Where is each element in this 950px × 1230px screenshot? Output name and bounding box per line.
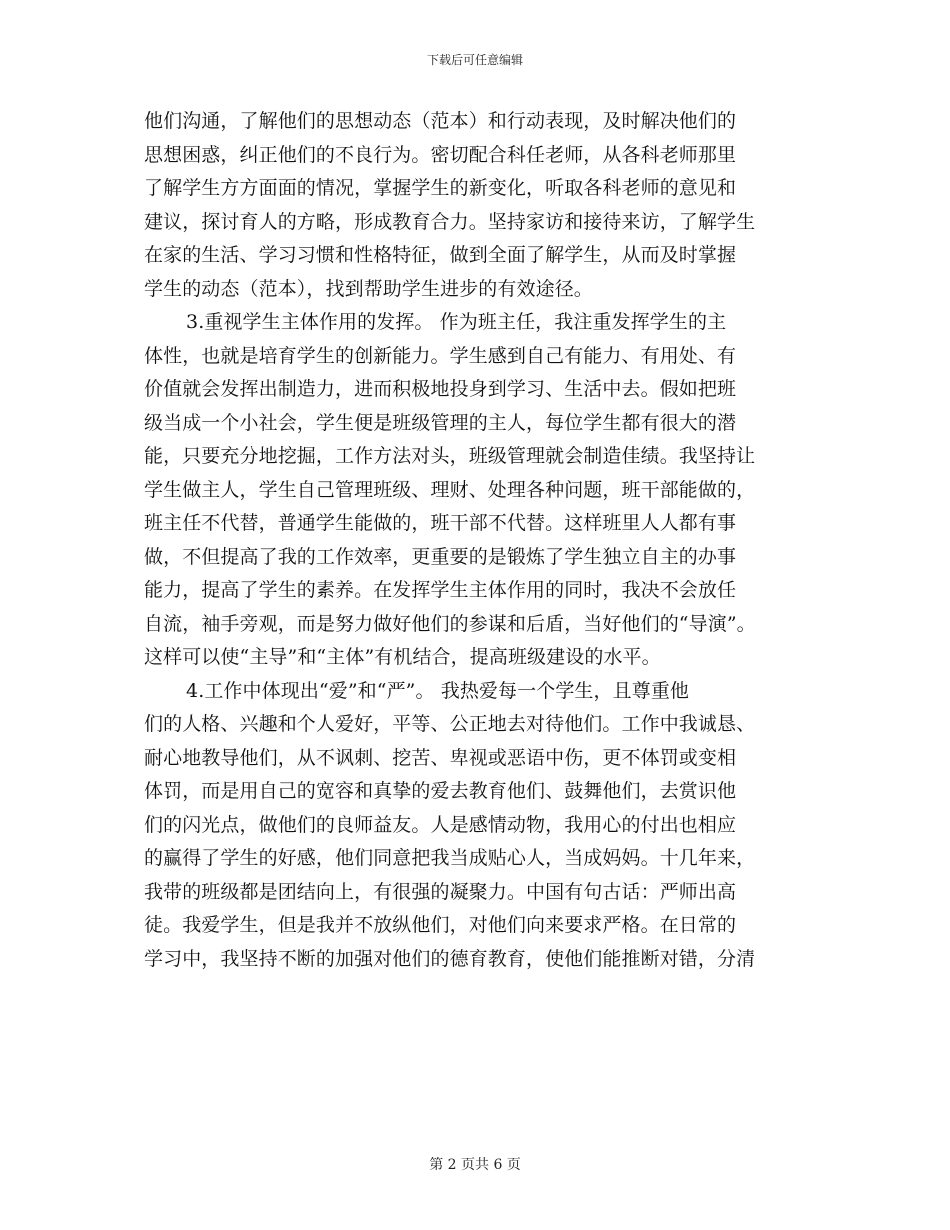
text-line: 价值就会发挥出制造力，进而积极地投身到学习、生活中去。假如把班 [144, 378, 737, 400]
text-line: 了解学生方方面面的情况，掌握学生的新变化，听取各科老师的意见和 [144, 177, 737, 199]
paragraph-heading-3: 3.重视学生主体作用的发挥。 作为班主任，我注重发挥学生的主 [186, 311, 727, 333]
text-line: 做，不但提高了我的工作效率，更重要的是锻炼了学生独立自主的办事 [144, 545, 737, 568]
text-line: 徒。我爱学生，但是我并不放纵他们，对他们向来要求严格。在日常的 [144, 914, 737, 936]
text-line: 级当成一个小社会，学生便是班级管理的主人，每位学生都有很大的潜 [144, 411, 737, 434]
text-line: 能力，提高了学生的素养。在发挥学生主体作用的同时，我决不会放任 [144, 579, 737, 601]
page-header [0, 52, 950, 68]
text-line: 们的闪光点，做他们的良师益友。人是感情动物，我用心的付出也相应 [144, 813, 737, 836]
text-line: 们的人格、兴趣和个人爱好，平等、公正地去对待他们。工作中我诚恳、 [144, 713, 756, 735]
page-number: 第 2 页共 6 页 [429, 1157, 521, 1173]
text-line: 自流，袖手旁观，而是努力做好他们的参谋和后盾，当好他们的“导演”。 [144, 612, 756, 635]
header-text: 下载后可任意编辑 [426, 53, 523, 67]
text-line: 学习中，我坚持不断的加强对他们的德育教育，使他们能推断对错，分清 [144, 947, 756, 970]
text-line: 思想困惑，纠正他们的不良行为。密切配合科任老师，从各科老师那里 [144, 143, 737, 166]
text-line: 的赢得了学生的好感，他们同意把我当成贴心人，当成妈妈。十几年来， [144, 847, 756, 869]
text-line: 这样可以使“主导”和“主体”有机结合，提高班级建设的水平。 [144, 646, 661, 668]
text-line: 在家的生活、学习习惯和性格特征，做到全面了解学生，从而及时掌握 [144, 244, 737, 266]
text-line: 体性，也就是培育学生的创新能力。学生感到自己有能力、有用处、有 [144, 344, 737, 367]
text-line: 建议，探讨育人的方略，形成教育合力。坚持家访和接待来访，了解学生 [144, 210, 756, 233]
document-body [144, 105, 814, 976]
text-line: 他们沟通，了解他们的思想动态（范本）和行动表现，及时解决他们的 [144, 110, 737, 132]
text-line: 耐心地教导他们，从不讽刺、挖苦、卑视或恶语中伤，更不体罚或变相 [144, 746, 737, 769]
text-line: 班主任不代替，普通学生能做的，班干部不代替。这样班里人人都有事 [144, 512, 737, 534]
page-footer [0, 1156, 950, 1174]
text-line: 学生的动态（范本），找到帮助学生进步的有效途径。 [144, 277, 593, 300]
text-line: 体罚，而是用自己的宽容和真挚的爱去教育他们、鼓舞他们，去赏识他 [144, 780, 737, 802]
text-line: 我带的班级都是团结向上，有很强的凝聚力。中国有句古话：严师出高 [144, 880, 737, 903]
text-line: 能，只要充分地挖掘，工作方法对头，班级管理就会制造佳绩。我坚持让 [144, 445, 756, 467]
text-line: 学生做主人，学生自己管理班级、理财、处理各种问题，班干部能做的， [144, 478, 756, 501]
paragraph-heading-4: 4.工作中体现出“爱”和“严”。 我热爱每一个学生，且尊重他 [186, 679, 690, 702]
